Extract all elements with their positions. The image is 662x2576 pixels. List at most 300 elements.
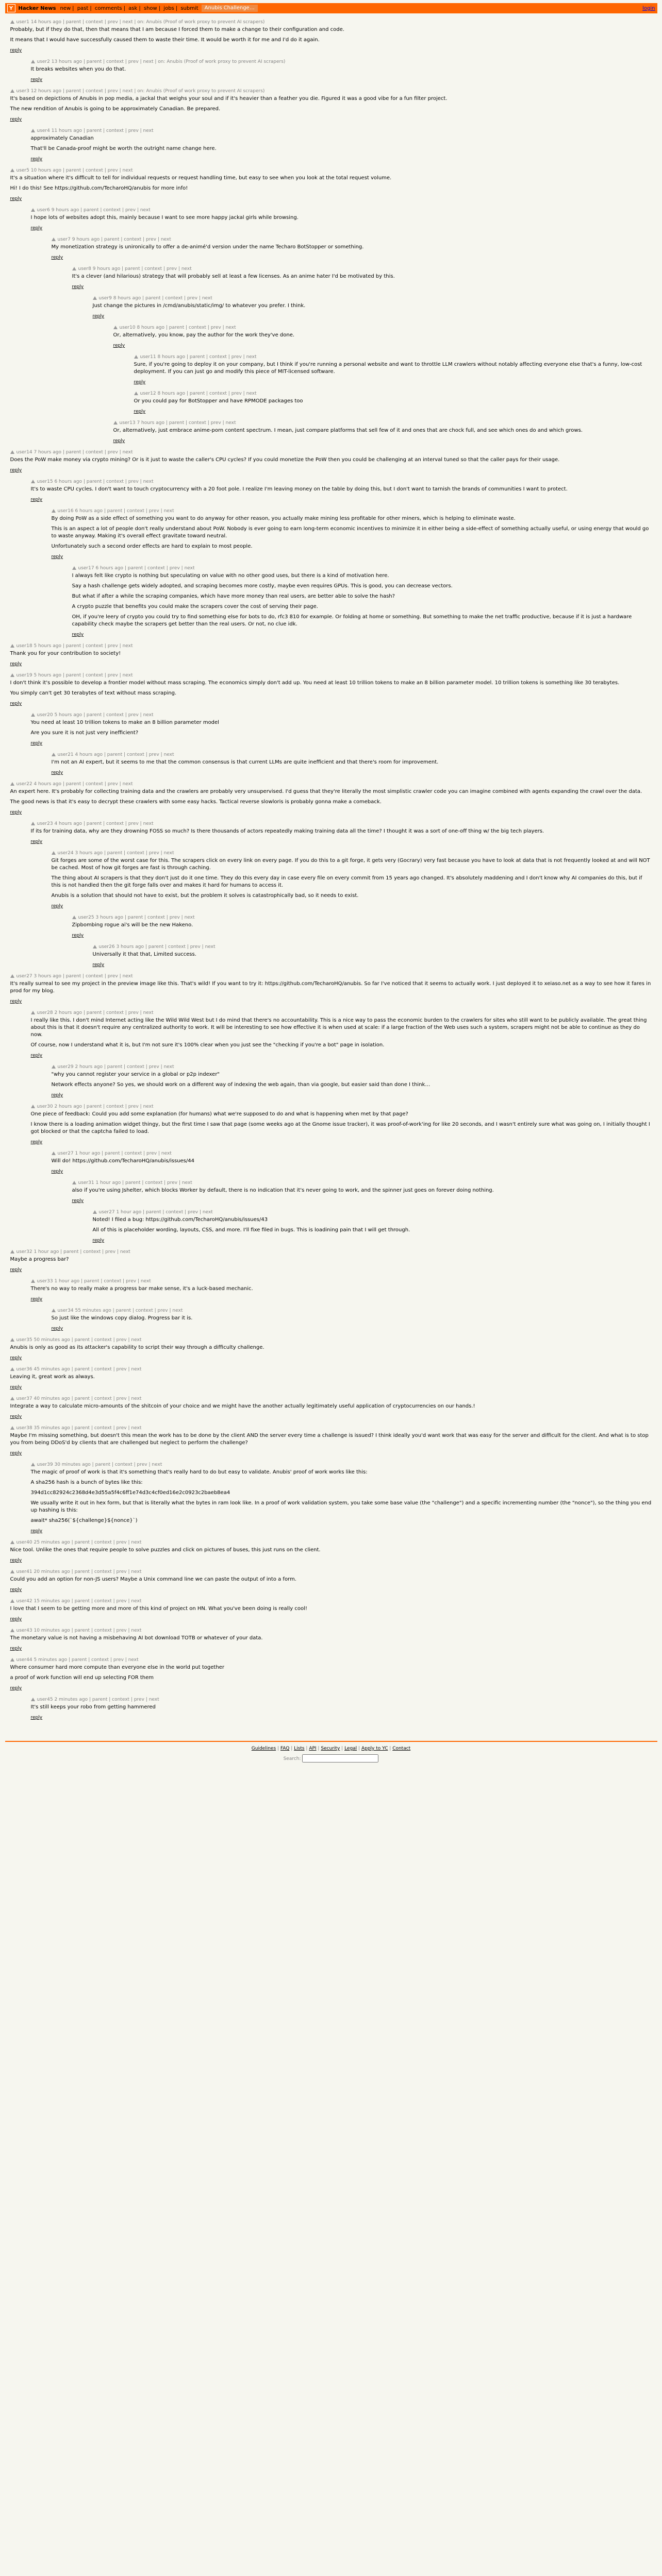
comment-age[interactable]: 8 hours ago — [113, 296, 141, 301]
upvote-icon[interactable] — [10, 974, 14, 978]
comment-nav-link[interactable]: prev — [116, 1426, 127, 1431]
comment-nav-link[interactable]: next — [122, 673, 133, 678]
comment-nav-link[interactable]: parent — [65, 643, 81, 649]
comment-nav-link[interactable]: prev — [148, 851, 159, 856]
comment-nav-link[interactable]: parent — [84, 208, 99, 213]
brand-title[interactable]: Hacker News — [18, 5, 56, 11]
comment-age[interactable]: 25 minutes ago — [34, 1540, 70, 1545]
comment-age[interactable]: 4 hours ago — [34, 782, 61, 787]
comment-age[interactable]: 10 minutes ago — [34, 1628, 70, 1633]
comment-user[interactable]: user23 — [37, 821, 53, 826]
comment-nav-link[interactable]: prev — [128, 1010, 139, 1015]
upvote-icon[interactable] — [10, 20, 14, 24]
upvote-icon[interactable] — [72, 1181, 76, 1184]
comment-nav-link[interactable]: prev — [125, 208, 136, 213]
upvote-icon[interactable] — [31, 1463, 35, 1466]
reply-link[interactable]: reply — [10, 48, 22, 53]
comment-nav-link[interactable]: context — [94, 1337, 112, 1343]
comment-user[interactable]: user8 — [78, 266, 91, 272]
comment-nav-link[interactable]: prev — [107, 782, 118, 787]
comment-user[interactable]: user7 — [57, 237, 71, 242]
comment-nav-link[interactable]: parent — [169, 325, 185, 330]
comment-nav-link[interactable]: prev — [116, 1540, 127, 1545]
upvote-icon[interactable] — [52, 509, 56, 513]
reply-link[interactable]: reply — [10, 196, 22, 201]
upvote-icon[interactable] — [72, 267, 76, 270]
comment-age[interactable]: 8 hours ago — [137, 325, 164, 330]
comment-nav-link[interactable]: parent — [145, 296, 161, 301]
comment-nav-link[interactable]: parent — [65, 450, 81, 455]
reply-link[interactable]: reply — [10, 117, 22, 122]
comment-user[interactable]: user36 — [16, 1367, 32, 1372]
comment-nav-link[interactable]: parent — [115, 1308, 131, 1313]
comment-nav-link[interactable]: context — [86, 168, 103, 173]
comment-nav-link[interactable]: next — [131, 1426, 142, 1431]
comment-nav-link[interactable]: next — [128, 1657, 139, 1663]
login-link[interactable]: login — [642, 5, 655, 11]
comment-nav-link[interactable]: context — [86, 643, 103, 649]
comment-nav-link[interactable]: parent — [86, 1010, 102, 1015]
comment-nav-link[interactable]: next — [143, 128, 154, 133]
upvote-icon[interactable] — [31, 822, 35, 825]
nav-comments[interactable]: comments — [94, 5, 122, 11]
comment-nav-link[interactable]: next — [143, 1104, 154, 1109]
nav-jobs[interactable]: jobs — [163, 5, 174, 11]
comment-age[interactable]: 11 hours ago — [51, 128, 82, 133]
comment-age[interactable]: 7 hours ago — [137, 420, 164, 426]
comment-nav-link[interactable]: next — [246, 391, 257, 396]
footer-link[interactable]: Contact — [392, 1746, 411, 1751]
comment-nav-link[interactable]: prev — [116, 1569, 127, 1574]
comment-nav-link[interactable]: prev — [148, 752, 159, 757]
comment-nav-link[interactable]: parent — [74, 1426, 90, 1431]
upvote-icon[interactable] — [10, 89, 14, 93]
comment-nav-link[interactable]: context — [94, 1569, 112, 1574]
comment-user[interactable]: user18 — [16, 643, 32, 649]
comment-nav-link[interactable]: context — [106, 713, 124, 718]
comment-nav-link[interactable]: next — [184, 915, 195, 920]
comment-nav-link[interactable]: context — [147, 566, 165, 571]
reply-link[interactable]: reply — [51, 770, 63, 775]
comment-nav-link[interactable]: prev — [128, 821, 139, 826]
comment-nav-link[interactable]: next — [202, 296, 212, 301]
search-input[interactable] — [302, 1754, 378, 1762]
reply-link[interactable]: reply — [51, 1326, 63, 1331]
upvote-icon[interactable] — [93, 1210, 97, 1214]
comment-nav-link[interactable]: prev — [169, 566, 180, 571]
comment-nav-link[interactable]: prev — [116, 1628, 127, 1633]
upvote-icon[interactable] — [31, 1698, 35, 1701]
upvote-icon[interactable] — [52, 1065, 56, 1069]
comment-user[interactable]: user28 — [37, 1010, 53, 1015]
reply-link[interactable]: reply — [10, 1414, 22, 1419]
comment-nav-link[interactable]: context — [209, 354, 227, 360]
upvote-icon[interactable] — [52, 238, 56, 241]
comment-nav-link[interactable]: prev — [146, 1151, 157, 1156]
comment-nav-link[interactable]: next — [163, 752, 174, 757]
reply-link[interactable]: reply — [30, 1715, 43, 1720]
footer-link[interactable]: API — [309, 1746, 317, 1751]
comment-nav-link[interactable]: next — [225, 325, 236, 330]
comment-user[interactable]: user20 — [37, 713, 53, 718]
comment-nav-link[interactable]: parent — [104, 237, 120, 242]
reply-link[interactable]: reply — [30, 1297, 43, 1302]
comment-nav-link[interactable]: parent — [107, 752, 123, 757]
comment-age[interactable]: 9 hours ago — [51, 208, 79, 213]
reply-link[interactable]: reply — [72, 1198, 84, 1204]
comment-nav-link[interactable]: next — [131, 1367, 142, 1372]
comment-nav-link[interactable]: prev — [137, 1462, 147, 1467]
comment-nav-link[interactable]: context — [127, 509, 144, 514]
reply-link[interactable]: reply — [51, 1169, 63, 1174]
comment-nav-link[interactable]: parent — [127, 566, 143, 571]
comment-nav-link[interactable]: prev — [128, 1104, 139, 1109]
comment-nav-link[interactable]: prev — [145, 237, 157, 242]
reply-link[interactable]: reply — [30, 226, 43, 231]
comment-nav-link[interactable]: parent — [189, 354, 205, 360]
upvote-icon[interactable] — [10, 1338, 14, 1342]
comment-nav-link[interactable]: parent — [65, 782, 81, 787]
comment-nav-link[interactable]: context — [103, 208, 121, 213]
comment-nav-link[interactable]: context — [94, 1599, 112, 1604]
reply-link[interactable]: reply — [134, 380, 146, 385]
comment-nav-link[interactable]: prev — [126, 1279, 137, 1284]
comment-age[interactable]: 3 hours ago — [75, 851, 103, 856]
comment-nav-link[interactable]: context — [94, 1426, 112, 1431]
comment-nav-link[interactable]: context — [86, 673, 103, 678]
comment-user[interactable]: user41 — [16, 1569, 32, 1574]
comment-age[interactable]: 55 minutes ago — [75, 1308, 111, 1313]
comment-nav-link[interactable]: next — [163, 1064, 174, 1070]
comment-age[interactable]: 3 hours ago — [95, 915, 123, 920]
comment-age[interactable]: 4 hours ago — [75, 752, 103, 757]
upvote-icon[interactable] — [31, 1105, 35, 1108]
reply-link[interactable]: reply — [134, 409, 146, 414]
upvote-icon[interactable] — [113, 326, 118, 329]
upvote-icon[interactable] — [31, 713, 35, 717]
comment-nav-link[interactable]: parent — [65, 673, 81, 678]
comment-nav-link[interactable]: parent — [146, 1210, 161, 1215]
upvote-icon[interactable] — [72, 916, 76, 919]
comment-nav-link[interactable]: next — [120, 1249, 130, 1255]
reply-link[interactable]: reply — [10, 1451, 22, 1456]
comment-nav-link[interactable]: parent — [169, 420, 185, 426]
reply-link[interactable]: reply — [72, 632, 84, 637]
comment-nav-link[interactable]: context — [189, 420, 206, 426]
upvote-icon[interactable] — [113, 421, 118, 425]
comment-user[interactable]: user22 — [16, 782, 32, 787]
comment-nav-link[interactable]: next — [184, 566, 195, 571]
comment-user[interactable]: user42 — [16, 1599, 32, 1604]
comment-nav-link[interactable]: context — [168, 944, 186, 950]
comment-nav-link[interactable]: parent — [127, 915, 143, 920]
comment-user[interactable]: user45 — [37, 1697, 53, 1702]
comment-user[interactable]: user32 — [16, 1249, 32, 1255]
upvote-icon[interactable] — [10, 168, 14, 172]
reply-link[interactable]: reply — [30, 77, 43, 82]
comment-nav-link[interactable]: parent — [86, 1104, 102, 1109]
comment-nav-link[interactable]: context — [86, 782, 103, 787]
comment-nav-link[interactable]: context — [86, 20, 103, 25]
comment-nav-link[interactable]: prev — [107, 20, 118, 25]
upvote-icon[interactable] — [10, 1658, 14, 1662]
comment-user[interactable]: user21 — [57, 752, 74, 757]
comment-user[interactable]: user27 — [57, 1151, 74, 1156]
comment-nav-link[interactable]: context — [124, 237, 142, 242]
comment-nav-link[interactable]: context — [166, 1210, 184, 1215]
upvote-icon[interactable] — [10, 1250, 14, 1253]
comment-user[interactable]: user33 — [37, 1279, 53, 1284]
comment-nav-link[interactable]: next — [131, 1628, 142, 1633]
comment-nav-link[interactable]: context — [144, 266, 162, 272]
comment-nav-link[interactable]: prev — [105, 1249, 116, 1255]
comment-nav-link[interactable]: context — [106, 1010, 124, 1015]
comment-user[interactable]: user17 — [78, 566, 94, 571]
comment-age[interactable]: 5 hours ago — [34, 643, 61, 649]
comment-nav-link[interactable]: context — [91, 1657, 109, 1663]
reply-link[interactable]: reply — [51, 554, 63, 560]
comment-nav-link[interactable]: next — [161, 1151, 172, 1156]
reply-link[interactable]: reply — [72, 933, 84, 938]
comment-nav-link[interactable]: context — [147, 915, 165, 920]
comment-nav-link[interactable]: parent — [84, 1279, 100, 1284]
comment-nav-link[interactable]: prev — [116, 1337, 127, 1343]
reply-link[interactable]: reply — [10, 701, 22, 706]
upvote-icon[interactable] — [10, 1570, 14, 1573]
comment-user[interactable]: user40 — [16, 1540, 32, 1545]
comment-nav-link[interactable]: context — [127, 752, 144, 757]
comment-age[interactable]: 10 hours ago — [30, 168, 61, 173]
reply-link[interactable]: reply — [72, 284, 84, 290]
comment-age[interactable]: 15 minutes ago — [34, 1599, 70, 1604]
comment-nav-link[interactable]: next — [148, 1697, 159, 1702]
upvote-icon[interactable] — [10, 673, 14, 677]
comment-nav-link[interactable]: next — [131, 1396, 142, 1401]
reply-link[interactable]: reply — [10, 1267, 22, 1273]
upvote-icon[interactable] — [10, 782, 14, 786]
footer-link[interactable]: Apply to YC — [361, 1746, 388, 1751]
upvote-icon[interactable] — [31, 1279, 35, 1283]
comment-age[interactable]: 6 hours ago — [95, 566, 123, 571]
reply-link[interactable]: reply — [92, 962, 105, 968]
comment-age[interactable]: 5 hours ago — [34, 673, 61, 678]
comment-nav-link[interactable]: context — [86, 450, 103, 455]
comment-nav-link[interactable]: prev — [128, 713, 139, 718]
upvote-icon[interactable] — [10, 1426, 14, 1430]
comment-user[interactable]: user26 — [98, 944, 115, 950]
comment-age[interactable]: 9 hours ago — [72, 237, 100, 242]
comment-user[interactable]: user16 — [57, 509, 74, 514]
reply-link[interactable]: reply — [92, 314, 105, 319]
footer-link[interactable]: Legal — [344, 1746, 357, 1751]
comment-nav-link[interactable]: parent — [86, 128, 102, 133]
comment-user[interactable]: user13 — [119, 420, 136, 426]
comment-nav-link[interactable]: next — [225, 420, 236, 426]
comment-age[interactable]: 2 hours ago — [54, 1104, 82, 1109]
comment-nav-link[interactable]: parent — [86, 713, 102, 718]
footer-link[interactable]: Security — [321, 1746, 340, 1751]
comment-nav-link[interactable]: parent — [95, 1462, 111, 1467]
comment-nav-link[interactable]: next — [202, 1210, 213, 1215]
comment-nav-link[interactable]: prev — [128, 479, 139, 484]
comment-nav-link[interactable]: context — [135, 1308, 153, 1313]
comment-nav-link[interactable]: next — [131, 1337, 142, 1343]
comment-nav-link[interactable]: parent — [125, 266, 140, 272]
comment-nav-link[interactable]: prev — [167, 1180, 178, 1185]
comment-nav-link[interactable]: next — [160, 237, 171, 242]
comment-user[interactable]: user39 — [37, 1462, 53, 1467]
comment-nav-link[interactable]: next — [246, 354, 257, 360]
comment-nav-link[interactable]: next — [140, 208, 151, 213]
comment-age[interactable]: 9 hours ago — [92, 266, 121, 272]
comment-age[interactable]: 5 minutes ago — [34, 1657, 68, 1663]
upvote-icon[interactable] — [52, 1151, 56, 1155]
comment-nav-link[interactable]: next — [143, 59, 154, 64]
comment-age[interactable]: 30 minutes ago — [54, 1462, 91, 1467]
comment-age[interactable]: 1 hour ago — [54, 1279, 80, 1284]
comment-age[interactable]: 6 hours ago — [54, 479, 82, 484]
comment-age[interactable]: 2 hours ago — [54, 1010, 82, 1015]
comment-nav-link[interactable]: context — [104, 1279, 122, 1284]
comment-age[interactable]: 4 hours ago — [54, 821, 82, 826]
comment-nav-link[interactable]: prev — [169, 915, 180, 920]
y-logo-icon[interactable]: Y — [7, 4, 15, 12]
reply-link[interactable]: reply — [51, 904, 63, 909]
comment-nav-link[interactable]: parent — [86, 59, 102, 64]
comment-nav-link[interactable]: prev — [116, 1367, 127, 1372]
upvote-icon[interactable] — [31, 208, 35, 212]
comment-nav-link[interactable]: parent — [65, 20, 81, 25]
comment-user[interactable]: user38 — [16, 1426, 32, 1431]
upvote-icon[interactable] — [10, 1367, 14, 1371]
comment-user[interactable]: user15 — [37, 479, 53, 484]
reply-link[interactable]: reply — [10, 662, 22, 667]
reply-link[interactable]: reply — [30, 1140, 43, 1145]
reply-link[interactable]: reply — [30, 157, 43, 162]
comment-nav-link[interactable]: context — [86, 89, 103, 94]
comment-nav-link[interactable]: parent — [107, 509, 123, 514]
comment-nav-link[interactable]: prev — [134, 1697, 144, 1702]
comment-nav-link[interactable]: parent — [74, 1599, 90, 1604]
comment-nav-link[interactable]: parent — [92, 1697, 108, 1702]
comment-nav-link[interactable]: prev — [116, 1396, 127, 1401]
comment-nav-link[interactable]: context — [124, 1151, 142, 1156]
comment-nav-link[interactable]: next — [122, 643, 133, 649]
upvote-icon[interactable] — [93, 945, 97, 948]
comment-nav-link[interactable]: prev — [187, 296, 198, 301]
comment-nav-link[interactable]: context — [106, 821, 124, 826]
comment-user[interactable]: user31 — [78, 1180, 94, 1185]
comment-nav-link[interactable]: next — [140, 1279, 151, 1284]
comment-nav-link[interactable]: next — [205, 944, 216, 950]
comment-nav-link[interactable]: parent — [65, 974, 81, 979]
comment-user[interactable]: user34 — [57, 1308, 74, 1313]
comment-nav-link[interactable]: context — [106, 479, 124, 484]
reply-link[interactable]: reply — [92, 1238, 105, 1243]
comment-user[interactable]: user44 — [16, 1657, 32, 1663]
comment-nav-link[interactable]: next — [131, 1540, 142, 1545]
comment-nav-link[interactable]: parent — [65, 168, 81, 173]
comment-nav-link[interactable]: next — [143, 713, 154, 718]
comment-nav-link[interactable]: context — [127, 851, 144, 856]
upvote-icon[interactable] — [134, 392, 138, 395]
comment-nav-link[interactable]: next — [163, 509, 174, 514]
comment-nav-link[interactable]: context — [106, 59, 124, 64]
upvote-icon[interactable] — [10, 1599, 14, 1603]
comment-age[interactable]: 12 hours ago — [30, 89, 61, 94]
comment-age[interactable]: 8 hours ago — [157, 354, 185, 360]
comment-nav-link[interactable]: prev — [128, 128, 139, 133]
reply-link[interactable]: reply — [51, 255, 63, 260]
comment-nav-link[interactable]: parent — [148, 944, 164, 950]
comment-user[interactable]: user3 — [16, 89, 29, 94]
comment-age[interactable]: 45 minutes ago — [34, 1367, 70, 1372]
comment-user[interactable]: user11 — [140, 354, 156, 360]
comment-nav-link[interactable]: parent — [74, 1569, 90, 1574]
upvote-icon[interactable] — [31, 1011, 35, 1014]
comment-user[interactable]: user35 — [16, 1337, 32, 1343]
comment-user[interactable]: user10 — [119, 325, 136, 330]
nav-past[interactable]: past — [77, 5, 89, 11]
upvote-icon[interactable] — [52, 1309, 56, 1312]
comment-nav-link[interactable]: context — [209, 391, 227, 396]
comment-age[interactable]: 2 hours ago — [75, 1064, 103, 1070]
comment-nav-link[interactable]: prev — [107, 89, 118, 94]
comment-nav-link[interactable]: prev — [166, 266, 177, 272]
comment-nav-link[interactable]: parent — [125, 1180, 141, 1185]
comment-nav-link[interactable]: parent — [74, 1337, 90, 1343]
upvote-icon[interactable] — [10, 450, 14, 454]
comment-nav-link[interactable]: parent — [189, 391, 205, 396]
comment-nav-link[interactable]: parent — [74, 1628, 90, 1633]
comment-nav-link[interactable]: context — [94, 1628, 112, 1633]
comment-nav-link[interactable]: next — [122, 89, 133, 94]
comment-nav-link[interactable]: context — [145, 1180, 163, 1185]
comment-age[interactable]: 3 hours ago — [34, 974, 61, 979]
reply-link[interactable]: reply — [113, 438, 125, 444]
comment-nav-link[interactable]: prev — [231, 391, 242, 396]
reply-link[interactable]: reply — [113, 343, 125, 348]
comment-age[interactable]: 1 hour ago — [95, 1180, 121, 1185]
comment-nav-link[interactable]: prev — [188, 1210, 198, 1215]
comment-nav-link[interactable]: context — [189, 325, 206, 330]
upvote-icon[interactable] — [10, 1540, 14, 1544]
comment-nav-link[interactable]: next — [181, 266, 192, 272]
reply-link[interactable]: reply — [10, 1385, 22, 1390]
comment-age[interactable]: 2 minutes ago — [54, 1697, 88, 1702]
reply-link[interactable]: reply — [30, 497, 43, 502]
comment-nav-link[interactable]: context — [165, 296, 183, 301]
comment-nav-link[interactable]: context — [94, 1367, 112, 1372]
reply-link[interactable]: reply — [10, 1558, 22, 1563]
comment-nav-link[interactable]: next — [143, 821, 154, 826]
comment-age[interactable]: 5 hours ago — [54, 713, 82, 718]
comment-nav-link[interactable]: next — [122, 782, 133, 787]
comment-nav-link[interactable]: parent — [74, 1367, 90, 1372]
comment-nav-link[interactable]: prev — [107, 643, 118, 649]
comment-nav-link[interactable]: next — [122, 974, 133, 979]
comment-nav-link[interactable]: context — [114, 1462, 133, 1467]
comment-age[interactable]: 20 minutes ago — [34, 1569, 70, 1574]
upvote-icon[interactable] — [134, 355, 138, 359]
comment-age[interactable]: 35 minutes ago — [34, 1426, 70, 1431]
comment-age[interactable]: 3 hours ago — [116, 944, 144, 950]
footer-link[interactable]: Guidelines — [251, 1746, 276, 1751]
comment-nav-link[interactable]: context — [94, 1540, 112, 1545]
upvote-icon[interactable] — [93, 296, 97, 300]
comment-age[interactable]: 1 hour ago — [34, 1249, 59, 1255]
comment-age[interactable]: 13 hours ago — [51, 59, 82, 64]
